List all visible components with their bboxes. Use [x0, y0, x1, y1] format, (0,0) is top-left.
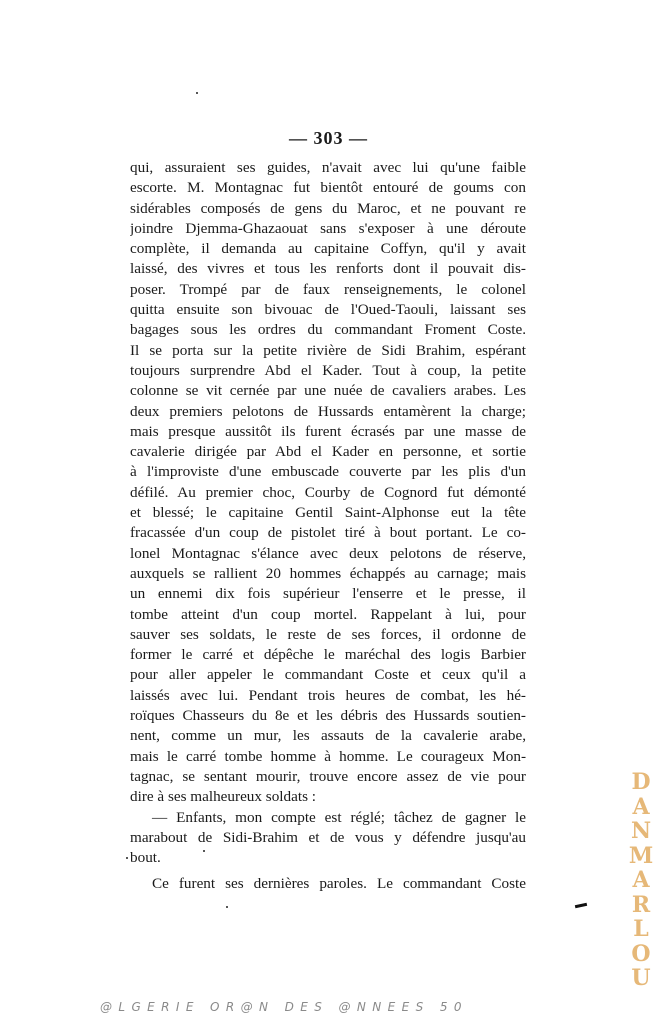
footer-caption: @LGERIE OR@N DES @NNEES 50 — [100, 1000, 468, 1014]
text-line: et blessé; le capitaine Gentil Saint-Alphonse eut la tête — [130, 504, 526, 522]
watermark-letter: O — [631, 940, 651, 967]
text-line: auxquels se rallient 20 hommes échappés au carnage; mais — [130, 564, 526, 582]
watermark-letter: A — [632, 867, 650, 893]
text-line: un ennemi dix fois supérieur l'enserre et le presse, il — [130, 585, 526, 603]
watermark-letter: R — [631, 891, 651, 918]
text-line: laissés avec lui. Pendant trois heures de combat, les hé- — [130, 686, 526, 704]
ink-speck — [226, 906, 228, 908]
watermark-letter: L — [633, 916, 649, 942]
text-line: joindre Djemma-Ghazaouat sans s'exposer à une déroute — [130, 219, 526, 237]
text-line: fracassée d'un coup de pistolet tiré à bout portant. Le co- — [130, 524, 526, 542]
text-line: deux premiers pelotons de Hussards entamèrent la charge; — [130, 402, 526, 420]
text-line: — Enfants, mon compte est réglé; tâchez de gagner le — [152, 808, 526, 826]
watermark-vertical — [626, 770, 656, 991]
text-line: lonel Montagnac s'élance avec deux pelotons de réserve, — [130, 544, 526, 562]
text-line: mais le carré tombe homme à homme. Le courageux Mon- — [130, 747, 526, 765]
text-line: marabout de Sidi-Brahim et de vous y défendre jusqu'au — [130, 828, 526, 846]
text-line: colonne se vit cernée par une nuée de cavaliers arabes. Les — [130, 382, 526, 400]
text-line: laissé, des vivres et tous les renforts dont il pouvait dis- — [130, 260, 526, 278]
text-line: qui, assuraient ses guides, n'avait avec lui qu'une faible — [130, 159, 526, 176]
text-line: bout. — [130, 849, 161, 867]
text-line: à l'improviste d'une embuscade couverte par les plis d'un — [130, 463, 526, 481]
text-line: poser. Trompé par de faux renseignements, le colonel — [130, 280, 526, 298]
watermark-letter: M — [628, 842, 654, 869]
text-line: sauver ses soldats, le reste de ses forces, il ordonne de — [130, 625, 526, 643]
text-line: Il se porta sur la petite rivière de Sidi Brahim, espérant — [130, 341, 526, 359]
text-line: bagages sous les ordres du commandant Froment Coste. — [130, 321, 526, 339]
text-line: tombe atteint d'un coup mortel. Rappelant à lui, pour — [130, 605, 526, 623]
text-line: toujours surprendre Abd el Kader. Tout à coup, la petite — [130, 361, 526, 379]
watermark-letter: U — [631, 965, 651, 991]
text-line: tagnac, se sentant mourir, trouve encore assez de vie pour — [130, 767, 526, 785]
page-number: — 303 — — [289, 128, 368, 148]
text-line: sidérables composés de gens du Maroc, et ne pouvant re — [130, 199, 526, 217]
ink-speck — [126, 857, 128, 859]
text-line: mais presque aussitôt ils furent écrasés par une masse de — [130, 422, 526, 440]
text-line: roïques Chasseurs du 8e et les débris des Hussards soutien- — [130, 707, 526, 725]
ink-speck — [203, 850, 205, 852]
ink-mark — [575, 903, 587, 908]
watermark-letter: N — [630, 818, 652, 844]
text-line: quitta ensuite son bivouac de l'Oued-Taouli, laissant ses — [130, 301, 526, 319]
text-line: pour aller appeler le commandant Coste et ceux qu'il a — [130, 666, 526, 684]
watermark-letter: D — [631, 769, 651, 795]
body-text — [130, 158, 526, 895]
text-line: Ce furent ses dernières paroles. Le commandant Coste — [152, 875, 526, 893]
watermark-letter: A — [632, 793, 650, 820]
text-line: former le carré et dépêche le maréchal des logis Barbier — [130, 646, 526, 664]
text-line: dire à ses malheureux soldats : — [130, 788, 316, 806]
text-line: complète, il demanda au capitaine Coffyn, qu'il y avait — [130, 240, 526, 258]
ink-speck — [196, 92, 198, 94]
text-line: cavalerie dirigée par Abd el Kader en personne, et sortie — [130, 443, 526, 461]
text-line: défilé. Au premier choc, Courby de Cognord fut démonté — [130, 483, 526, 501]
text-line: nent, comme un mur, les assauts de la cavalerie arabe, — [130, 727, 526, 745]
text-line: escorte. M. Montagnac fut bientôt entouré de goums con — [130, 179, 526, 197]
